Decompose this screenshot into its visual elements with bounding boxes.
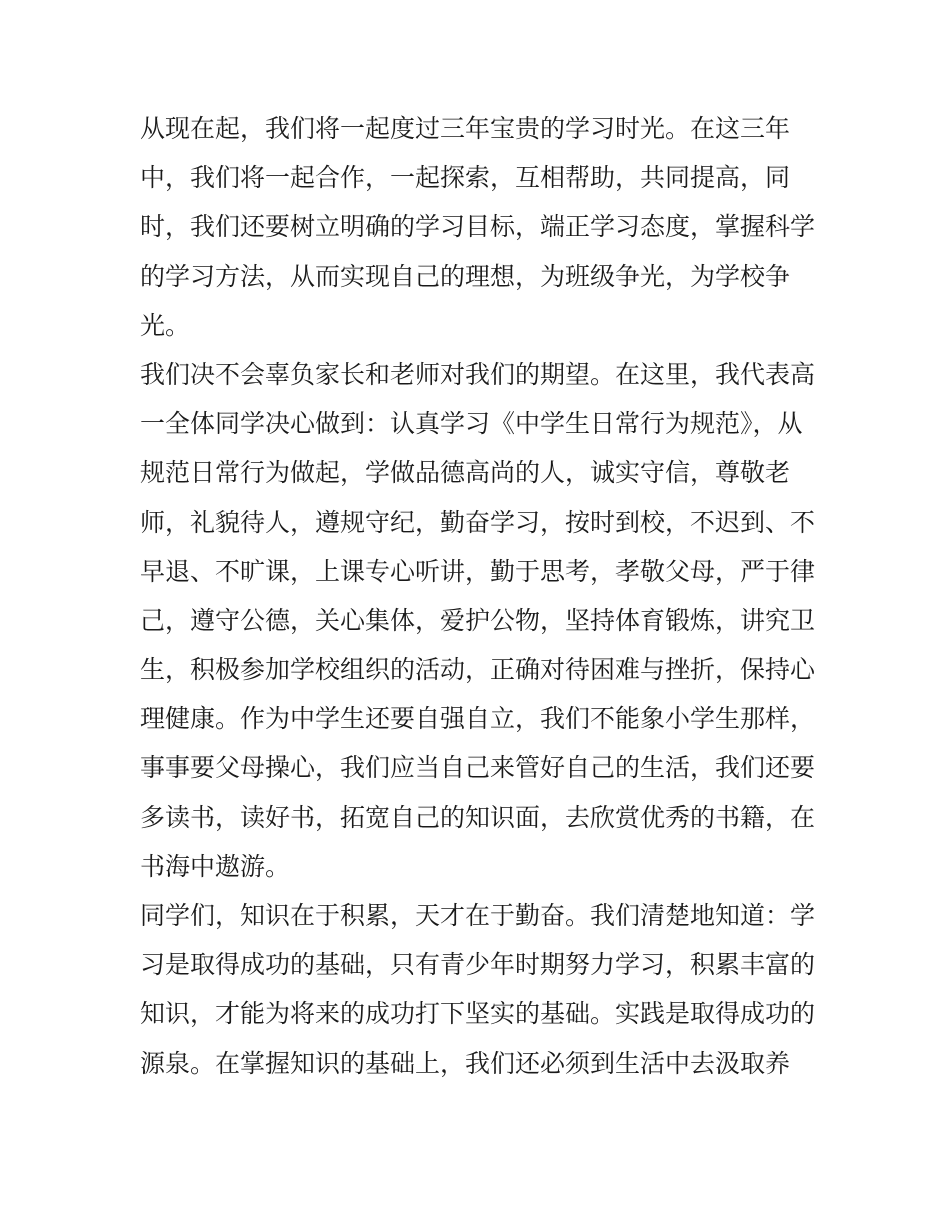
paragraph-3 xyxy=(140,891,820,1088)
text-line: 早退、不旷课，上课专心听讲，勤于思考，孝敬父母，严于律 xyxy=(140,556,816,586)
text-line: 从现在起，我们将一起度过三年宝贵的学习时光。在这三年 xyxy=(140,114,791,143)
text-line: 源泉。在掌握知识的基础上，我们还必须到生活中去汲取养 xyxy=(140,1048,791,1078)
text-line: 多读书，读好书，拓宽自己的知识面，去欣赏优秀的书籍，在 xyxy=(140,802,816,832)
paragraph-2 xyxy=(140,350,820,891)
text-line: 一全体同学决心做到：认真学习《中学生日常行为规范》，从 xyxy=(140,409,803,439)
text-line: 中，我们将一起合作，一起探索，互相帮助，共同提高，同 xyxy=(140,163,791,193)
document-body xyxy=(140,104,820,1088)
text-line: 规范日常行为做起，学做品德高尚的人，诚实守信，尊敬老 xyxy=(140,458,791,488)
text-line: 书海中遨游。 xyxy=(140,851,291,881)
text-line: 习是取得成功的基础，只有青少年时期努力学习，积累丰富的 xyxy=(140,950,816,980)
text-line: 事事要父母操心，我们应当自己来管好自己的生活，我们还要 xyxy=(140,753,816,783)
text-line: 光。 xyxy=(140,310,191,340)
text-line: 的学习方法，从而实现自己的理想，为班级争光，为学校争 xyxy=(140,261,791,291)
text-line: 我们决不会辜负家长和老师对我们的期望。在这里，我代表高 xyxy=(140,359,816,389)
text-line: 师，礼貌待人，遵规守纪，勤奋学习，按时到校，不迟到、不 xyxy=(140,507,816,537)
text-line: 知识，才能为将来的成功打下坚实的基础。实践是取得成功的 xyxy=(140,999,816,1029)
text-line: 理健康。作为中学生还要自强自立，我们不能象小学生那样， xyxy=(140,704,816,734)
paragraph-1 xyxy=(140,104,820,350)
text-line: 己，遵守公德，关心集体，爱护公物，坚持体育锻炼，讲究卫 xyxy=(140,605,816,635)
text-line: 同学们，知识在于积累，天才在于勤奋。我们清楚地知道：学 xyxy=(140,901,816,930)
text-line: 时，我们还要树立明确的学习目标，端正学习态度，掌握科学 xyxy=(140,212,816,242)
text-line: 生，积极参加学校组织的活动，正确对待困难与挫折，保持心 xyxy=(140,655,816,685)
